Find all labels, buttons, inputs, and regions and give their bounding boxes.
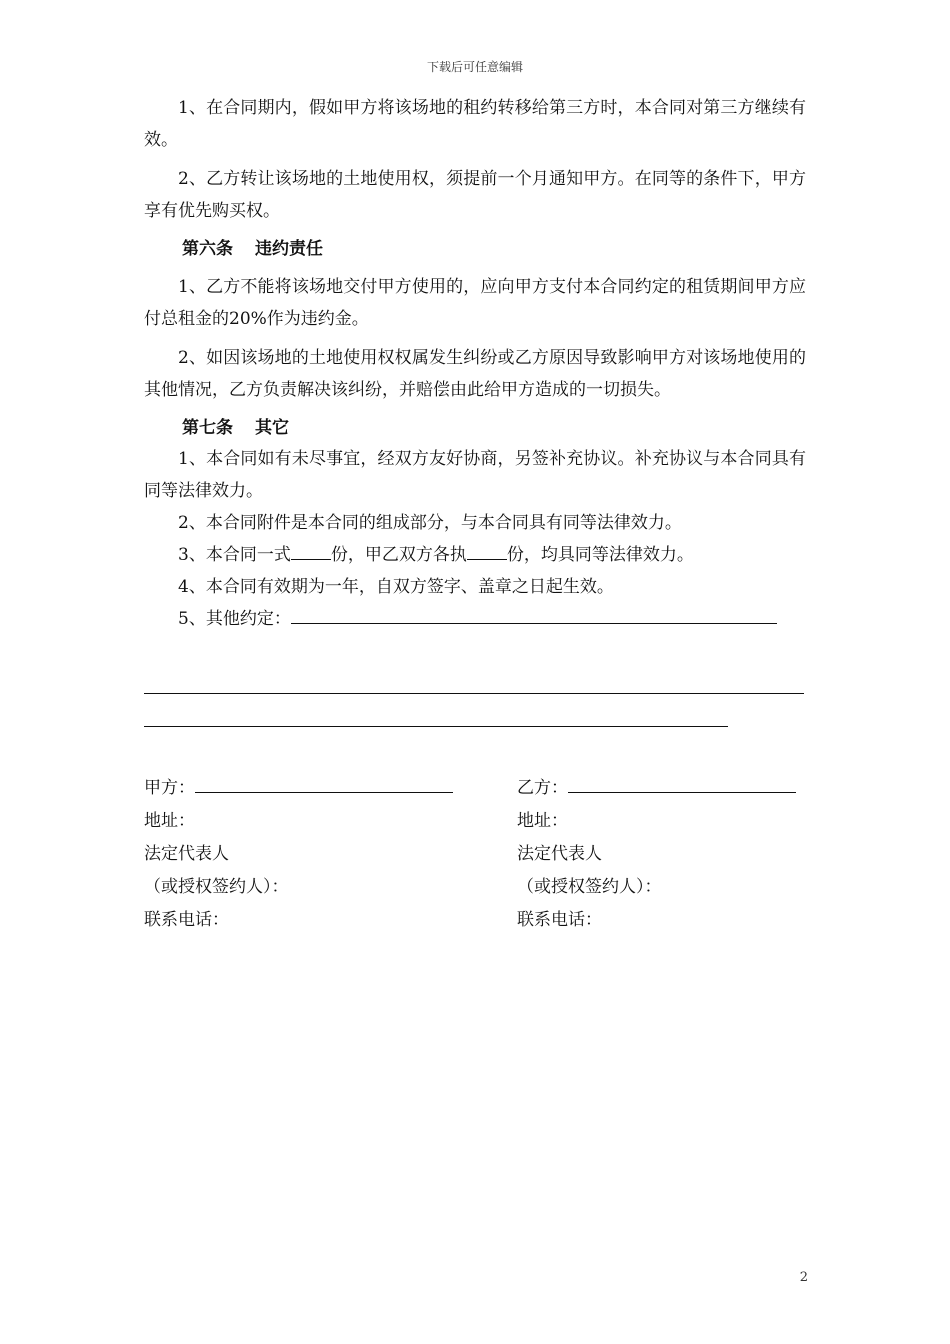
party-a-address: 地址： — [144, 811, 195, 831]
other-terms-line-1[interactable] — [291, 622, 777, 624]
section7-title: 其它 — [255, 418, 289, 438]
party-b-block — [517, 772, 796, 937]
other-terms-line-3[interactable] — [144, 726, 728, 727]
party-a-signature-line[interactable] — [195, 791, 453, 793]
contract-body — [144, 92, 806, 635]
item3-part-b: 份，甲乙双方各执 — [330, 545, 467, 565]
section7-item-4: 4、本合同有效期为一年，自双方签字、盖章之日起生效。 — [178, 577, 614, 597]
party-b-phone: 联系电话： — [517, 910, 602, 930]
party-a-authorized: （或授权签约人）： — [144, 877, 289, 897]
section7-heading — [144, 413, 806, 443]
party-b-label: 乙方： — [517, 778, 568, 798]
party-b-row — [517, 772, 796, 805]
party-b-signature-line[interactable] — [568, 791, 796, 793]
party-a-row — [144, 772, 453, 805]
party-a-block — [144, 772, 453, 937]
section7-number: 第七条 — [182, 418, 233, 438]
section7-item-3 — [144, 539, 806, 571]
item3-part-c: 份，均具同等法律效力。 — [506, 545, 694, 565]
item3-part-a: 3、本合同一式 — [178, 545, 291, 565]
copies-each-blank[interactable] — [467, 558, 507, 560]
party-b-authorized: （或授权签约人）： — [517, 877, 662, 897]
party-b-legal-rep: 法定代表人 — [517, 844, 602, 864]
party-a-phone: 联系电话： — [144, 910, 229, 930]
section7-item-1: 1、本合同如有未尽事宜，经双方友好协商，另签补充协议。补充协议与本合同具有同等法律效力。 — [144, 449, 806, 501]
party-b-address: 地址： — [517, 811, 568, 831]
section6-title: 违约责任 — [255, 239, 323, 259]
item5-label: 5、其他约定： — [178, 609, 291, 629]
section6-heading — [144, 234, 806, 264]
other-terms-line-2[interactable] — [144, 693, 804, 694]
section6-number: 第六条 — [182, 239, 233, 259]
section7-item-5 — [144, 603, 806, 635]
copies-total-blank[interactable] — [291, 558, 331, 560]
section5-item-1: 1、在合同期内，假如甲方将该场地的租约转移给第三方时，本合同对第三方继续有效。 — [144, 98, 806, 150]
party-a-label: 甲方： — [144, 778, 195, 798]
section6-item-2: 2、如因该场地的土地使用权权属发生纠纷或乙方原因导致影响甲方对该场地使用的其他情况，乙方负责解决该纠纷，并赔偿由此给甲方造成的一切损失。 — [144, 348, 806, 400]
party-a-legal-rep: 法定代表人 — [144, 844, 229, 864]
page-header: 下载后可任意编辑 — [426, 60, 523, 74]
section5-item-2: 2、乙方转让该场地的土地使用权，须提前一个月通知甲方。在同等的条件下，甲方享有优先购买权。 — [144, 169, 806, 221]
section7-item-2: 2、本合同附件是本合同的组成部分，与本合同具有同等法律效力。 — [178, 513, 682, 533]
section6-item-1: 1、乙方不能将该场地交付甲方使用的，应向甲方支付本合同约定的租赁期间甲方应付总租金的20%作为违约金。 — [144, 277, 806, 329]
page-number: 2 — [799, 1270, 808, 1285]
